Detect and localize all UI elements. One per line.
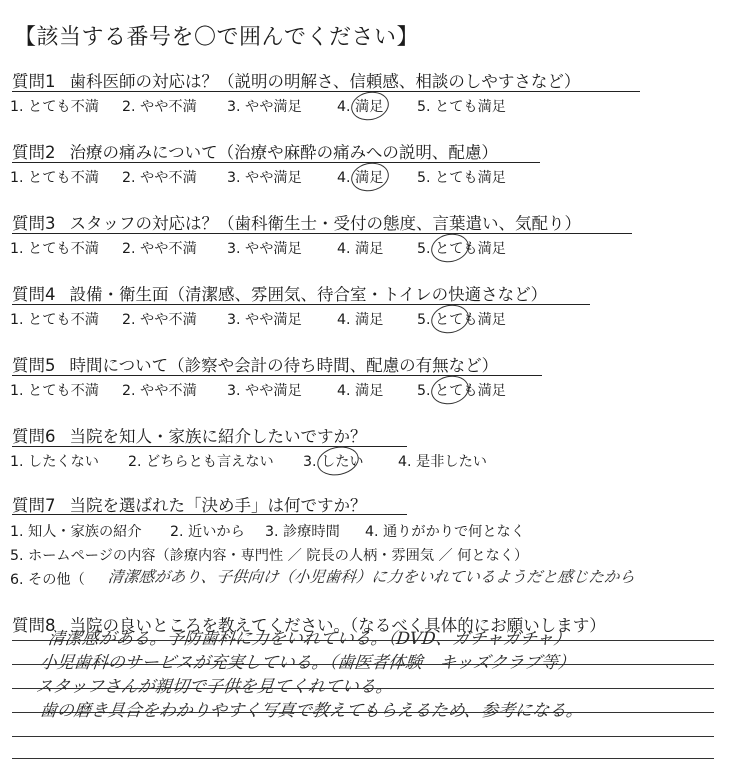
q2-label: 質問2 <box>12 143 56 162</box>
q7-option-2[interactable]: 2. 近いから <box>170 524 245 540</box>
q2-title-row <box>12 139 498 163</box>
q3-option-2[interactable]: 2. やや不満 <box>122 241 197 257</box>
q7-other-handwritten: 清潔感があり、子供向け（小児歯科）に力をいれているようだと感じたから <box>106 568 636 586</box>
q5-option-4[interactable]: 4. 満足 <box>337 383 384 399</box>
q8-answer-line-1: 清潔感がある。予防歯科に力をいれている。（DVD、ガチャガチャ） <box>46 629 572 649</box>
q8-label: 質問8 <box>12 616 56 635</box>
q2-options <box>10 167 517 187</box>
q2-option-1[interactable]: 1. とても不満 <box>10 170 99 186</box>
q7-option-4[interactable]: 4. 通りがかりで何となく <box>365 524 525 540</box>
q4-option-2[interactable]: 2. やや不満 <box>122 312 197 328</box>
q7-title: 当院を選ばれた「決め手」は何ですか？ <box>69 496 367 515</box>
q4-label: 質問4 <box>12 285 56 304</box>
q5-option-2[interactable]: 2. やや不満 <box>122 383 197 399</box>
q5-underline <box>12 375 542 376</box>
q1-title-row <box>12 68 580 92</box>
q5-title-row <box>12 352 498 376</box>
q6-option-3[interactable]: 3. したい <box>303 454 364 470</box>
q1-label: 質問1 <box>12 72 56 91</box>
q4-option-1[interactable]: 1. とても不満 <box>10 312 99 328</box>
q3-options <box>10 238 517 258</box>
q6-option-4[interactable]: 4. 是非したい <box>398 454 487 470</box>
q7-options-row1 <box>10 521 525 541</box>
q1-option-3[interactable]: 3. やや満足 <box>227 99 302 115</box>
q8-ruled-line-6 <box>12 758 714 759</box>
q1-option-1[interactable]: 1. とても不満 <box>10 99 99 115</box>
q4-title-row <box>12 281 547 305</box>
q7-title-row <box>12 492 367 516</box>
q8-title: 当院の良いところを教えてください。（なるべく具体的にお願いします） <box>69 616 606 635</box>
q7-option-3[interactable]: 3. 診療時間 <box>265 524 340 540</box>
q2-option-2[interactable]: 2. やや不満 <box>122 170 197 186</box>
q1-options <box>10 96 517 116</box>
q5-option-3[interactable]: 3. やや満足 <box>227 383 302 399</box>
q6-title: 当院を知人・家族に紹介したいですか？ <box>69 427 367 446</box>
q6-options <box>10 451 498 471</box>
q7-underline <box>12 514 407 515</box>
q2-option-5[interactable]: 5. とても満足 <box>417 170 506 186</box>
q4-options <box>10 309 517 329</box>
q6-option-2[interactable]: 2. どちらとも言えない <box>128 454 274 470</box>
q8-answer-line-4: 歯の磨き具合をわかりやすく写真で教えてもらえるため、参考になる。 <box>38 701 585 721</box>
q7-option-6-label[interactable]: 6. その他（ <box>10 572 85 588</box>
q1-option-5[interactable]: 5. とても満足 <box>417 99 506 115</box>
q2-underline <box>12 162 540 163</box>
q5-label: 質問5 <box>12 356 56 375</box>
q4-underline <box>12 304 590 305</box>
q3-underline <box>12 233 632 234</box>
form-header: 【該当する番号を〇で囲んでください】 <box>14 25 420 50</box>
q3-option-5[interactable]: 5. とても満足 <box>417 241 506 257</box>
q5-option-5[interactable]: 5. とても満足 <box>417 383 506 399</box>
q6-label: 質問6 <box>12 427 56 446</box>
q5-options <box>10 380 517 400</box>
q8-answer-line-2: 小児歯科のサービスが充実している。（歯医者体験 キッズクラブ等） <box>38 653 576 673</box>
q2-option-3[interactable]: 3. やや満足 <box>227 170 302 186</box>
q7-option-1[interactable]: 1. 知人・家族の紹介 <box>10 524 142 540</box>
q8-answer-line-3: スタッフさんが親切で子供を見てくれている。 <box>34 677 394 697</box>
q7-option-6-row <box>10 569 85 589</box>
q6-option-1[interactable]: 1. したくない <box>10 454 99 470</box>
q7-label: 質問7 <box>12 496 56 515</box>
q3-option-3[interactable]: 3. やや満足 <box>227 241 302 257</box>
q4-option-5[interactable]: 5. とても満足 <box>417 312 506 328</box>
q3-label: 質問3 <box>12 214 56 233</box>
q4-option-4[interactable]: 4. 満足 <box>337 312 384 328</box>
q7-option-5[interactable]: 5. ホームページの内容（診療内容・専門性 ／ 院長の人柄・雰囲気 ／ 何となく） <box>10 548 529 564</box>
q6-title-row <box>12 423 367 447</box>
q5-title: 時間について（診察や会計の待ち時間、配慮の有無など） <box>69 356 499 375</box>
q2-option-4[interactable]: 4. 満足 <box>337 170 384 186</box>
q3-title: スタッフの対応は？（歯科衛生士・受付の態度、言葉遣い、気配り） <box>69 214 581 233</box>
q2-title: 治療の痛みについて（治療や麻酔の痛みへの説明、配慮） <box>69 143 498 162</box>
q1-option-4[interactable]: 4. 満足 <box>337 99 384 115</box>
q5-option-1[interactable]: 1. とても不満 <box>10 383 99 399</box>
q3-option-4[interactable]: 4. 満足 <box>337 241 384 257</box>
q4-option-3[interactable]: 3. やや満足 <box>227 312 302 328</box>
q8-ruled-line-5 <box>12 736 714 737</box>
q4-title: 設備・衛生面（清潔感、雰囲気、待合室・トイレの快適さなど） <box>69 285 548 304</box>
q1-option-2[interactable]: 2. やや不満 <box>122 99 197 115</box>
q1-underline <box>12 91 640 92</box>
q3-title-row <box>12 210 581 234</box>
q1-title: 歯科医師の対応は？（説明の明解さ、信頼感、相談のしやすさなど） <box>69 72 581 91</box>
q3-option-1[interactable]: 1. とても不満 <box>10 241 99 257</box>
